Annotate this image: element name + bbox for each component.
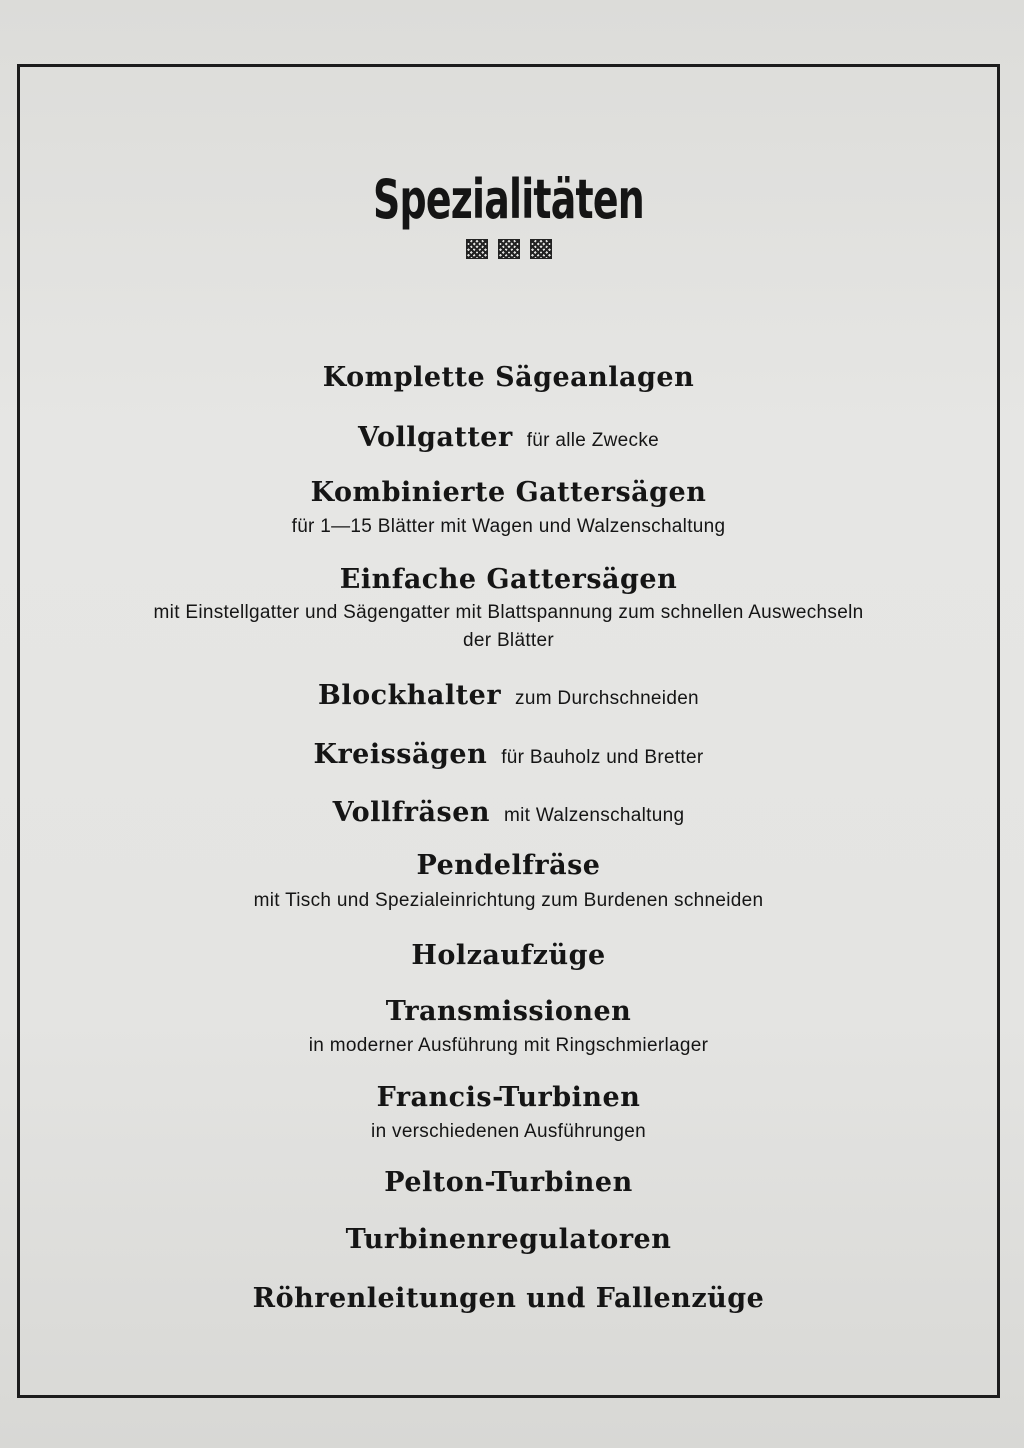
heading-text: Röhrenleitungen und Fallenzüge <box>252 1283 765 1314</box>
heading-text: Turbinenregulatoren <box>345 1224 672 1255</box>
heading-note: zum Durchschneiden <box>515 688 699 709</box>
ornament-icon <box>498 239 520 259</box>
item-description: mit Einstellgatter und Sägengatter mit Blattspannung zum schnellen Auswechseln <box>153 602 864 623</box>
heading-text: Vollgatter <box>358 422 513 453</box>
item-description: der Blätter <box>463 630 554 651</box>
item-heading <box>17 996 1000 1027</box>
heading-text: Komplette Sägeanlagen <box>322 362 695 393</box>
item-heading <box>17 797 1000 828</box>
heading-text: Vollfräsen <box>332 797 491 828</box>
item-description: in moderner Ausführung mit Ringschmierlager <box>308 1035 709 1056</box>
heading-text: Kreissägen <box>313 739 488 770</box>
item-description: in verschiedenen Ausführungen <box>371 1121 646 1142</box>
heading-note: mit Walzenschaltung <box>504 805 685 826</box>
heading-text: Francis-Turbinen <box>376 1082 641 1113</box>
heading-text: Blockhalter <box>318 680 502 711</box>
item-heading <box>17 940 1000 971</box>
ornament-icon <box>530 239 552 259</box>
item-heading <box>17 739 1000 770</box>
heading-note: für Bauholz und Bretter <box>501 747 704 768</box>
ornament-icon <box>466 239 488 259</box>
item-heading <box>17 477 1000 508</box>
item-heading <box>17 1224 1000 1255</box>
heading-note: für alle Zwecke <box>526 430 659 451</box>
item-heading <box>17 1082 1000 1113</box>
heading-text: Pendelfräse <box>416 850 601 881</box>
heading-text: Transmissionen <box>385 996 632 1027</box>
item-heading <box>17 850 1000 881</box>
ornament-row <box>17 239 1000 259</box>
item-heading <box>17 362 1000 393</box>
item-heading <box>17 1167 1000 1198</box>
page-title: Spezialitäten <box>372 168 645 231</box>
item-description: für 1—15 Blätter mit Wagen und Walzenschaltung <box>291 516 726 537</box>
item-description: mit Tisch und Spezialeinrichtung zum Burdenen schneiden <box>253 890 764 911</box>
item-heading <box>17 680 1000 711</box>
heading-text: Einfache Gattersägen <box>339 564 678 595</box>
heading-text: Holzaufzüge <box>411 940 606 971</box>
heading-text: Pelton-Turbinen <box>384 1167 633 1198</box>
heading-text: Kombinierte Gattersägen <box>310 477 707 508</box>
item-heading <box>17 564 1000 595</box>
item-heading <box>17 1283 1000 1314</box>
item-heading <box>17 422 1000 453</box>
